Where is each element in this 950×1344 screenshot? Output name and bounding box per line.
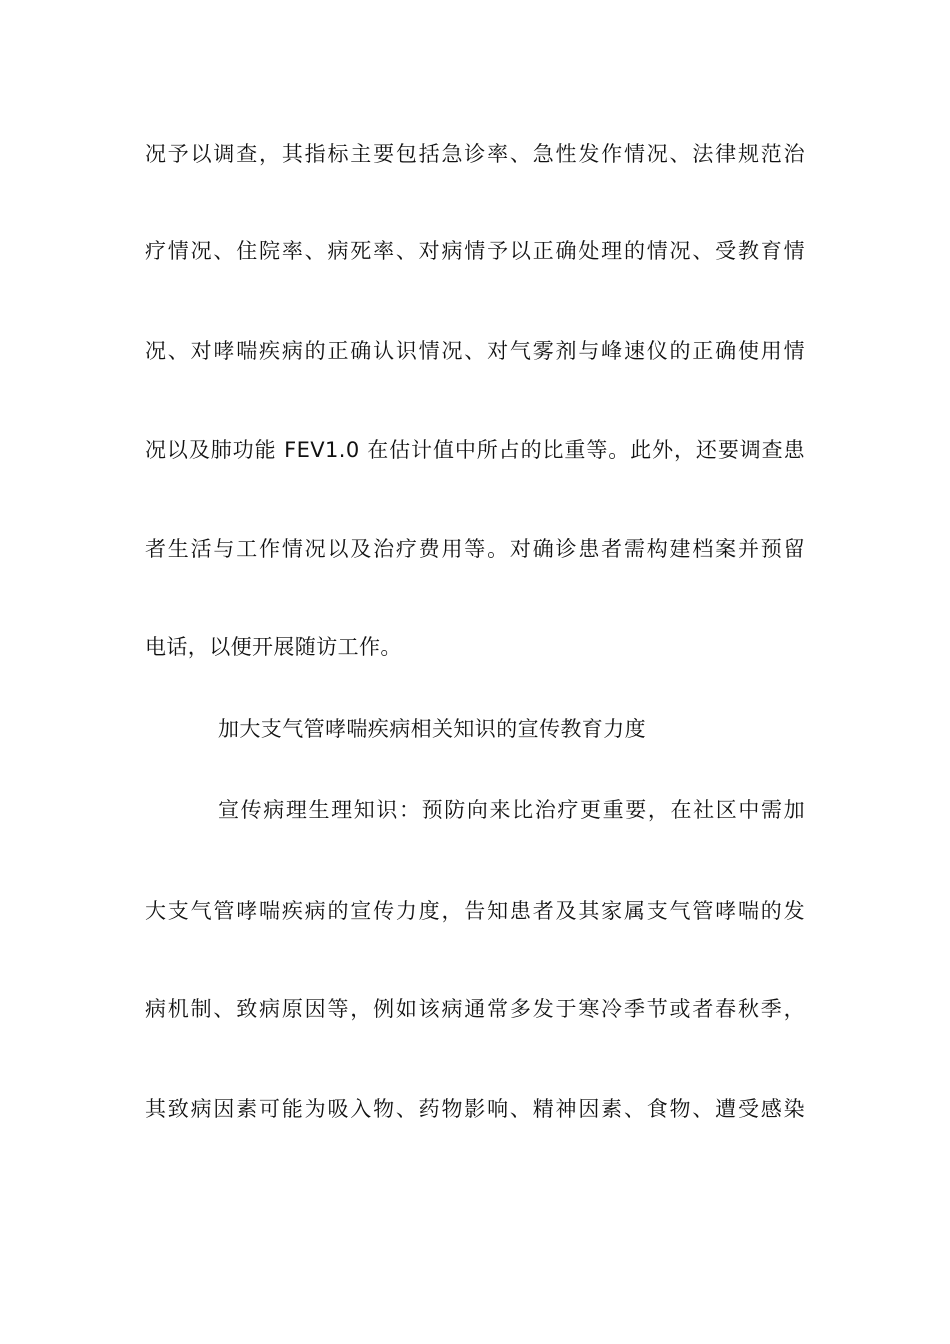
paragraph-line: 宣传病理生理知识：预防向来比治疗更重要，在社区中需加 [218, 798, 805, 822]
paragraph-line: 电话，以便开展随访工作。 [145, 635, 402, 659]
paragraph-line: 大支气管哮喘疾病的宣传力度，告知患者及其家属支气管哮喘的发 [145, 899, 805, 923]
paragraph-line: 况予以调查，其指标主要包括急诊率、急性发作情况、法律规范治 [145, 142, 805, 166]
paragraph-line: 况、对哮喘疾病的正确认识情况、对气雾剂与峰速仪的正确使用情 [145, 339, 805, 363]
paragraph-line: 其致病因素可能为吸入物、药物影响、精神因素、食物、遭受感染 [145, 1097, 805, 1121]
paragraph-line: 病机制、致病原因等，例如该病通常多发于寒冷季节或者春秋季， [145, 997, 805, 1021]
paragraph-line: 疗情况、住院率、病死率、对病情予以正确处理的情况、受教育情 [145, 239, 805, 263]
paragraph-line: 况以及肺功能 FEV1.0 在估计值中所占的比重等。此外，还要调查患 [145, 438, 805, 462]
paragraph-line: 者生活与工作情况以及治疗费用等。对确诊患者需构建档案并预留 [145, 537, 805, 561]
section-heading: 加大支气管哮喘疾病相关知识的宣传教育力度 [218, 717, 646, 741]
